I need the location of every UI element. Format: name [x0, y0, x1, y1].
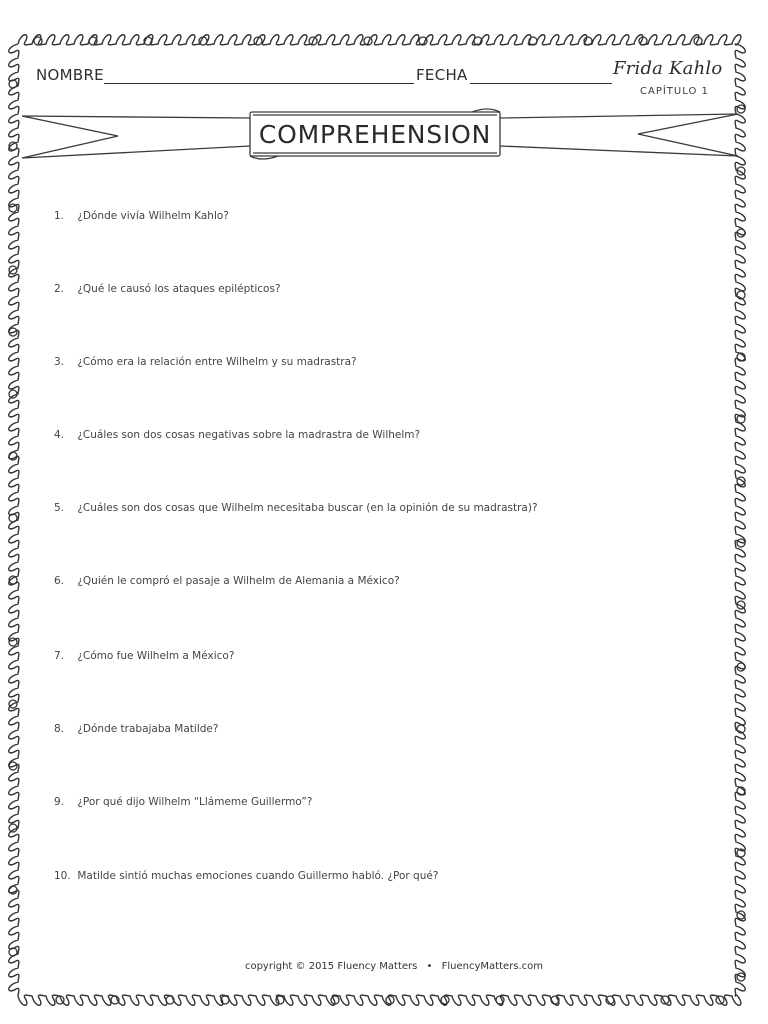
- question-text: ¿Por qué dijo Wilhelm “Llámeme Guillermo”?: [77, 796, 313, 808]
- question-text: Matilde sintió muchas emociones cuando Guillermo habló. ¿Por qué?: [77, 870, 439, 882]
- question-number: 3.: [54, 356, 65, 368]
- question-number: 6.: [54, 575, 65, 587]
- question-text: ¿Quién le compró el pasaje a Wilhelm de Alemania a México?: [77, 575, 400, 587]
- question-number: 9.: [54, 796, 65, 808]
- border-circle-ornament: [276, 996, 284, 1004]
- author-script-title: Frida Kahlo: [613, 58, 723, 79]
- question-number: 2.: [54, 283, 65, 295]
- question-text: ¿Cómo era la relación entre Wilhelm y su madrastra?: [77, 356, 357, 368]
- question-item: [54, 502, 538, 514]
- question-number: 4.: [54, 429, 65, 441]
- name-label: NOMBRE: [36, 66, 104, 84]
- question-item: [54, 870, 438, 882]
- question-text: ¿Dónde vivía Wilhelm Kahlo?: [77, 210, 229, 222]
- question-item: [54, 650, 234, 662]
- border-loop-path: [18, 995, 741, 1005]
- question-number: 10.: [54, 870, 71, 882]
- question-number: 8.: [54, 723, 65, 735]
- question-item: [54, 429, 420, 441]
- border-circle-ornament: [9, 638, 17, 646]
- question-text: ¿Qué le causó los ataques epilépticos?: [77, 283, 281, 295]
- worksheet-title: COMPREHENSION: [258, 119, 492, 149]
- question-text: ¿Cuáles son dos cosas negativas sobre la madrastra de Wilhelm?: [77, 429, 421, 441]
- question-item: [54, 356, 357, 368]
- website-text: FluencyMatters.com: [441, 961, 544, 972]
- question-number: 1.: [54, 210, 65, 222]
- copyright-text: copyright © 2015 Fluency Matters: [244, 961, 418, 972]
- question-text: ¿Dónde trabajaba Matilde?: [77, 723, 219, 735]
- date-label: FECHA: [416, 66, 468, 84]
- question-item: [54, 575, 400, 587]
- copyright-footer: [0, 961, 768, 972]
- chapter-label: CAPÍTULO 1: [640, 86, 709, 97]
- question-number: 7.: [54, 650, 65, 662]
- question-item: [54, 723, 218, 735]
- question-text: ¿Cómo fue Wilhelm a México?: [77, 650, 235, 662]
- question-number: 5.: [54, 502, 65, 514]
- border-circle-ornament: [9, 204, 17, 212]
- question-text: ¿Cuáles son dos cosas que Wilhelm necesitaba buscar (en la opinión de su madrastra)?: [77, 502, 538, 514]
- title-banner-ribbon: [0, 0, 768, 200]
- question-item: [54, 796, 312, 808]
- question-item: [54, 283, 281, 295]
- footer-separator: •: [426, 961, 433, 972]
- question-item: [54, 210, 229, 222]
